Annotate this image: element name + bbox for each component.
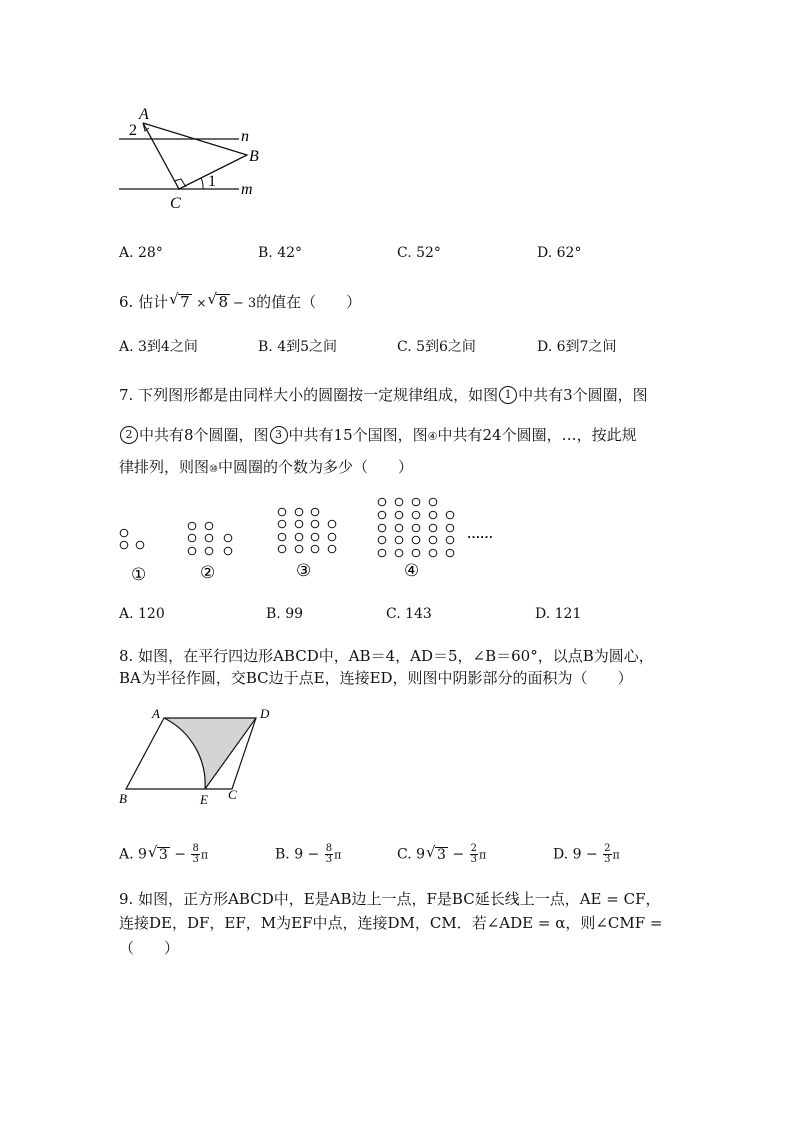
pattern-circle bbox=[412, 511, 420, 519]
pattern-circle bbox=[429, 498, 437, 506]
q5-option-b[interactable]: B. 42° bbox=[258, 245, 303, 261]
pattern-circle bbox=[120, 529, 128, 537]
pattern-circle bbox=[395, 549, 403, 557]
q8-b-pi: π bbox=[334, 848, 342, 862]
q7-option-c[interactable]: C. 143 bbox=[386, 606, 432, 622]
pattern-circle bbox=[295, 520, 303, 528]
pattern-circle bbox=[446, 511, 454, 519]
q8-b-den: 3 bbox=[325, 854, 333, 865]
pattern-circle bbox=[311, 533, 319, 541]
pattern-circle bbox=[120, 541, 128, 549]
q8-figure bbox=[115, 703, 285, 813]
pattern-circle bbox=[205, 534, 213, 542]
pattern-circle bbox=[295, 533, 303, 541]
q8-a-minus: − bbox=[174, 846, 187, 863]
pattern-circle bbox=[136, 541, 144, 549]
q8-a-den: 3 bbox=[192, 854, 199, 865]
figure-label-2: ② bbox=[200, 563, 216, 582]
q8-a-fraction bbox=[191, 844, 199, 865]
q8-a-num: 8 bbox=[192, 843, 199, 854]
pattern-circle bbox=[328, 533, 336, 541]
q7-line-3 bbox=[119, 457, 413, 480]
q6-suffix: 的值在（ ） bbox=[256, 293, 362, 311]
pattern-circle bbox=[429, 524, 437, 532]
q6-option-a[interactable]: A. 3到4之间 bbox=[119, 339, 198, 355]
q8-c-pi: π bbox=[478, 848, 487, 862]
pattern-circle bbox=[311, 520, 319, 528]
label-2: 2 bbox=[129, 122, 137, 139]
q7-text-2a: 中共有8个圆圈，图 bbox=[139, 426, 269, 444]
triangle-abc bbox=[143, 123, 247, 189]
label-D: D bbox=[260, 706, 270, 721]
q6-radical-2: √ 8 bbox=[216, 294, 230, 309]
pattern-circle bbox=[205, 547, 213, 555]
pattern-circle bbox=[446, 536, 454, 544]
label-C: C bbox=[170, 195, 181, 212]
pattern-circle bbox=[205, 522, 213, 530]
pattern-circle bbox=[395, 524, 403, 532]
q8-line-2: BA为半径作圆，交BC边于点E，连接ED，则图中阴影部分的面积为（ ） bbox=[119, 669, 633, 687]
label-C: C bbox=[228, 787, 237, 802]
q8-option-d[interactable] bbox=[553, 844, 620, 865]
q8-d-label: D. 9 − bbox=[553, 846, 598, 863]
pattern-circle bbox=[378, 511, 386, 519]
q6-stem bbox=[119, 292, 361, 314]
label-m: m bbox=[241, 181, 253, 198]
pattern-circle bbox=[378, 524, 386, 532]
pattern-circle bbox=[412, 549, 420, 557]
q6-prefix: 6. 估计 bbox=[119, 293, 169, 311]
label-B: B bbox=[249, 148, 259, 165]
q6-option-c[interactable]: C. 5到6之间 bbox=[397, 339, 476, 355]
shaded-region bbox=[164, 718, 256, 789]
q7-text-1b: 中共有3个圆圈，图 bbox=[518, 386, 648, 404]
q6-option-d[interactable]: D. 6到7之间 bbox=[537, 339, 617, 355]
q7-text-1a: 7. 下列图形都是由同样大小的圆圈按一定规律组成，如图 bbox=[119, 386, 499, 404]
q7-text-2c: 中共有24个圆圈，…，按此规 bbox=[437, 426, 637, 444]
pattern-circle bbox=[446, 524, 454, 532]
pattern-circle bbox=[328, 520, 336, 528]
pattern-circle bbox=[278, 545, 286, 553]
q8-a-radical: √ 3 bbox=[157, 847, 170, 862]
q5-figure bbox=[115, 100, 265, 215]
pattern-circle bbox=[378, 549, 386, 557]
q7-line-1 bbox=[119, 385, 648, 405]
q7-text-2b: 中共有15个国图，图 bbox=[288, 426, 428, 444]
pattern-circle bbox=[412, 498, 420, 506]
label-1: 1 bbox=[208, 173, 216, 190]
pattern-circle bbox=[224, 547, 232, 555]
pattern-circle bbox=[395, 536, 403, 544]
q8-c-fraction bbox=[470, 844, 478, 865]
figure-mark-3: 3 bbox=[270, 426, 288, 444]
q7-line-2 bbox=[119, 425, 637, 447]
pattern-circle bbox=[412, 524, 420, 532]
pattern-circle bbox=[395, 511, 403, 519]
label-A: A bbox=[139, 106, 149, 123]
pattern-circle bbox=[429, 536, 437, 544]
q9-line-3: （ ） bbox=[119, 939, 180, 957]
q8-d-den: 3 bbox=[604, 854, 611, 865]
pattern-circle bbox=[429, 511, 437, 519]
q8-d-fraction bbox=[603, 844, 611, 865]
pattern-circle bbox=[295, 545, 303, 553]
q6-radical-1: √ 7 bbox=[178, 294, 192, 309]
label-n: n bbox=[241, 128, 249, 145]
pattern-circle bbox=[429, 549, 437, 557]
pattern-circle bbox=[311, 545, 319, 553]
q9-line-2: 连接DE，DF，EF，M为EF中点，连接DM，CM．若∠ADE = α，则∠CMF = bbox=[119, 914, 663, 932]
q8-c-minus: − bbox=[452, 846, 465, 863]
label-B: B bbox=[119, 791, 127, 806]
figure-mark-1: 1 bbox=[499, 386, 517, 404]
q7-text-3b: 中圆圈的个数为多少（ ） bbox=[217, 458, 413, 476]
q6-times: × bbox=[196, 296, 207, 310]
q8-c-den: 3 bbox=[470, 854, 477, 865]
q7-option-d[interactable]: D. 121 bbox=[535, 606, 582, 622]
q8-b-num: 8 bbox=[325, 843, 333, 854]
figure-mark-2: 2 bbox=[120, 426, 138, 444]
label-E: E bbox=[200, 792, 208, 807]
q5-option-d[interactable]: D. 62° bbox=[537, 245, 582, 261]
q8-line-1: 8. 如图，在平行四边形ABCD中，AB＝4，AD＝5，∠B＝60°，以点B为圆心， bbox=[119, 647, 654, 665]
figure-label-4: ④ bbox=[404, 561, 420, 580]
label-A: A bbox=[152, 706, 160, 721]
q5-option-a[interactable]: A. 28° bbox=[119, 245, 163, 261]
pattern-circle bbox=[446, 549, 454, 557]
pattern-circle bbox=[328, 545, 336, 553]
pattern-circle bbox=[395, 498, 403, 506]
figure-label-1: ① bbox=[131, 565, 147, 584]
q9-line-1: 9. 如图，正方形ABCD中，E是AB边上一点，F是BC延长线上一点，AE = CF， bbox=[119, 890, 661, 908]
pattern-circle bbox=[295, 508, 303, 516]
q8-option-b[interactable] bbox=[275, 844, 341, 865]
q8-b-label: B. 9 − bbox=[275, 846, 320, 863]
angle-1-arc bbox=[201, 178, 203, 189]
q8-option-a[interactable] bbox=[119, 844, 208, 865]
pattern-circle bbox=[378, 498, 386, 506]
q8-d-pi: π bbox=[612, 848, 620, 862]
q8-c-num: 2 bbox=[470, 843, 477, 854]
q7-option-a[interactable]: A. 120 bbox=[119, 606, 165, 622]
q8-a-pi: π bbox=[200, 848, 209, 862]
pattern-circle bbox=[278, 533, 286, 541]
pattern-ellipsis: …… bbox=[467, 526, 493, 541]
pattern-circle bbox=[188, 534, 196, 542]
pattern-circle bbox=[278, 508, 286, 516]
q8-c-label: C. 9 bbox=[397, 846, 426, 863]
q6-option-b[interactable]: B. 4到5之间 bbox=[258, 339, 338, 355]
q8-d-num: 2 bbox=[604, 843, 611, 854]
pattern-circle bbox=[378, 536, 386, 544]
pattern-circle bbox=[278, 520, 286, 528]
pattern-circle bbox=[311, 508, 319, 516]
pattern-circle bbox=[412, 536, 420, 544]
q5-option-c[interactable]: C. 52° bbox=[397, 245, 441, 261]
q8-b-fraction bbox=[325, 844, 333, 865]
pattern-circle bbox=[188, 522, 196, 530]
q6-minus: − 3 bbox=[232, 296, 257, 311]
pattern-circle bbox=[224, 534, 232, 542]
figure-label-3: ③ bbox=[296, 561, 312, 580]
q8-a-label: A. 9 bbox=[119, 846, 147, 863]
figure-mark-10: ⑩ bbox=[209, 464, 218, 475]
q7-figure bbox=[112, 492, 512, 587]
q8-c-radical: √ 3 bbox=[435, 847, 448, 862]
q8-option-c[interactable] bbox=[397, 844, 486, 865]
pattern-circle bbox=[188, 547, 196, 555]
figure-mark-4: ④ bbox=[427, 430, 438, 443]
q7-text-3a: 律排列，则图 bbox=[119, 458, 210, 476]
q7-option-b[interactable]: B. 99 bbox=[266, 606, 304, 622]
